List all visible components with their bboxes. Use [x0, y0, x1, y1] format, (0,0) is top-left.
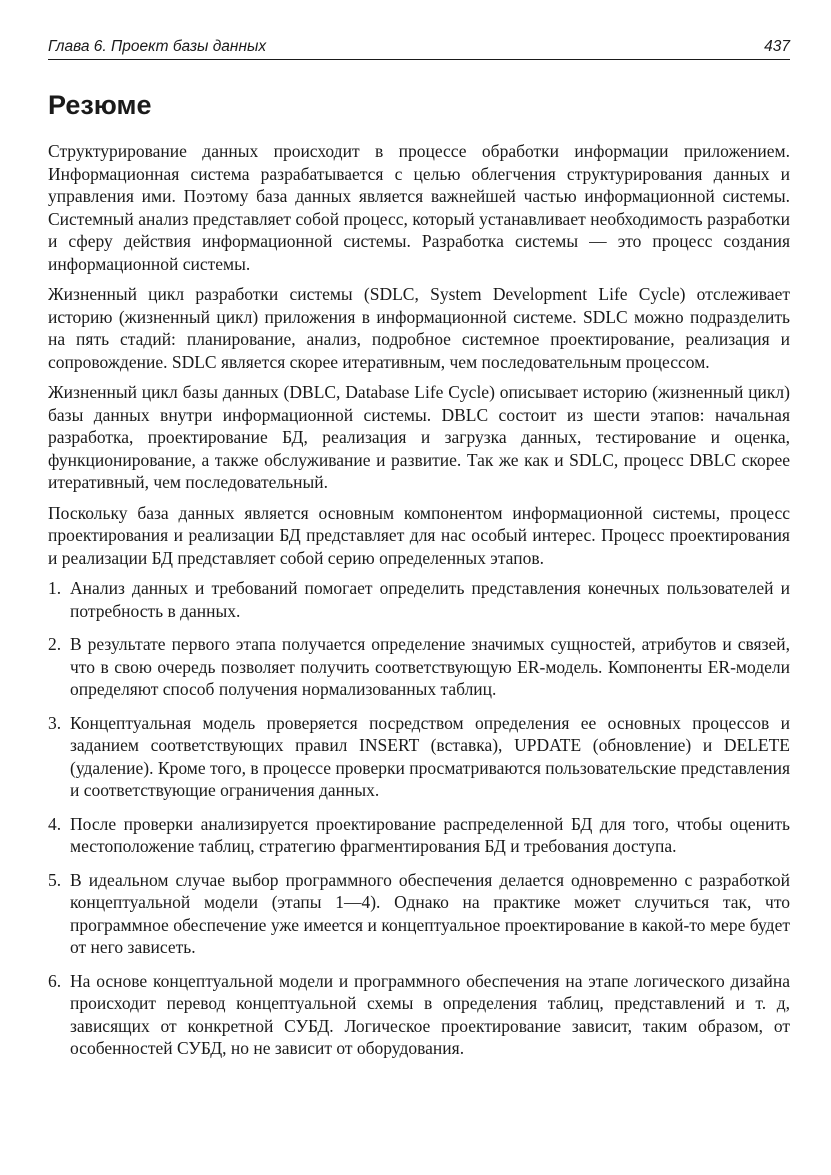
list-item [48, 970, 790, 1060]
list-item-text: В результате первого этапа получается определение значимых сущностей, атрибутов и связей, что в свою очередь позволяет получить соответствующую ER-модель. Компоненты ER-модели определяют способ получения нормализованных таблиц. [70, 634, 790, 699]
list-item-number: 4. [48, 813, 62, 834]
list-item [48, 813, 790, 858]
page-number: 437 [764, 38, 790, 55]
list-item-text: Анализ данных и требований помогает определить представления конечных пользователей и потребность в данных. [70, 578, 790, 621]
running-head [48, 38, 790, 60]
list-item-text: В идеальном случае выбор программного обеспечения делается одновременно с разработкой концептуальной модели (этапы 1—4). Однако на практике может случиться так, что программное обеспечение уже имеется и концептуальное проектирование в какой-то мере будет от него зависеть. [70, 869, 790, 957]
chapter-title: Глава 6. Проект базы данных [48, 38, 267, 55]
paragraph: Жизненный цикл разработки системы (SDLC, System Development Life Cycle) отслеживает историю (жизненный цикл) приложения в информационной системе. SDLC можно подразделить на пять стадий: планирование, анализ, подробное системное проектирование, реализация и сопровождение. SDLC является скорее итеративным, чем последовательным процессом. [48, 284, 790, 372]
list-item-number: 5. [48, 869, 62, 890]
list-item-text: На основе концептуальной модели и программного обеспечения на этапе логического дизайна происходит перевод концептуальной схемы в определения таблиц, представлений и т. д, зависящих от конкретной СУБД. Логическое проектирование зависит, таким образом, от особенностей СУБД, но не зависит от оборудования. [70, 970, 790, 1058]
summary-body [48, 140, 790, 1060]
design-steps-list [48, 577, 790, 1060]
book-page [48, 38, 790, 1071]
list-item-number: 1. [48, 578, 62, 598]
list-item-text: После проверки анализируется проектирование распределенной БД для того, чтобы оценить местоположение таблиц, стратегию фрагментирования БД и требования доступа. [70, 813, 790, 856]
list-item-text: Концептуальная модель проверяется посредством определения ее основных процессов и заданием соответствующих правил INSERT (вставка), UPDATE (обновление) и DELETE (удаление). Кроме того, в процессе проверки просматриваются пользовательские представления и соответствующие ограничения данных. [70, 712, 790, 800]
list-item [48, 869, 790, 959]
section-title: Резюме [48, 90, 152, 120]
list-item [48, 712, 790, 802]
list-item-number: 6. [48, 970, 62, 991]
list-item [48, 633, 790, 701]
list-item [48, 577, 790, 622]
paragraph: Поскольку база данных является основным компонентом информационной системы, процесс проектирования и реализации БД представляет для нас особый интерес. Процесс проектирования и реализации БД представляет собой серию определенных этапов. [48, 502, 790, 568]
list-item-number: 2. [48, 634, 62, 654]
list-item-number: 3. [48, 712, 62, 733]
paragraph: Жизненный цикл базы данных (DBLC, Database Life Cycle) описывает историю (жизненный цикл) базы данных внутри информационной системы. DBLC состоит из шести этапов: начальная разработка, проектирование БД, реализация и загрузка данных, тестирование и оценка, функционирование, а также обслуживание и развитие. Так же как и SDLC, процесс DBLC скорее итеративный, чем последовательный. [48, 382, 790, 492]
paragraph: Структурирование данных происходит в процессе обработки информации приложением. Информационная система разрабатывается с целью облегчения структурирования данных и управления ими. Поэтому база данных является важнейшей частью информационной системы. Системный анализ представляет собой процесс, который устанавливает необходимость разработки и сферу действия информационной системы. Разработка системы — это процесс создания информационной системы. [48, 141, 790, 274]
